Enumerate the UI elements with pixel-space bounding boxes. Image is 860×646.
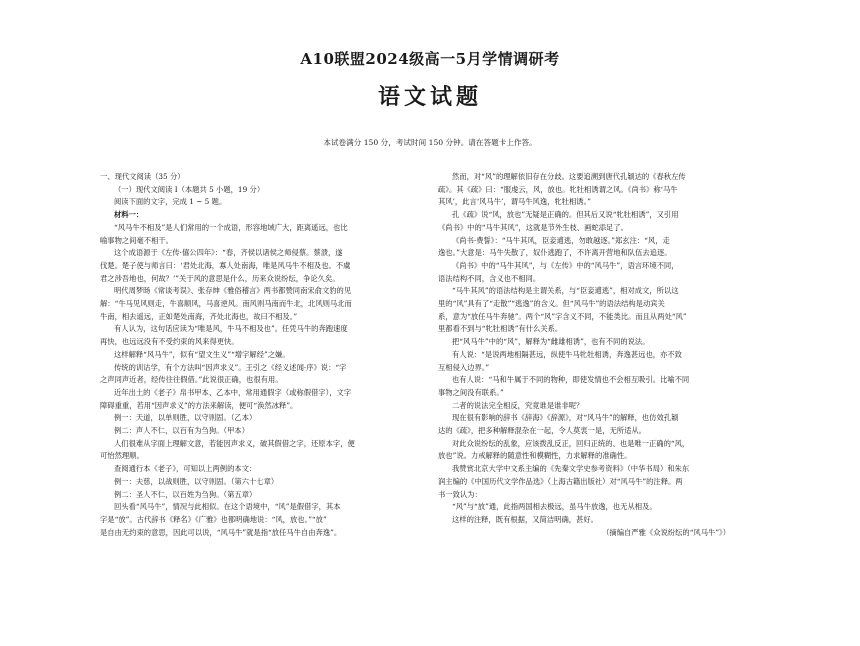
left-column xyxy=(100,171,420,539)
text-line: 我赞赏北京大学中文系主编的《先秦文学史参考资料》（中华书局）和朱东 xyxy=(452,464,690,474)
text-line: 明代周梦旸《常谈考误》、张存绅《雅俗稽言》两书都赞同南宋俞文豹的见 xyxy=(114,286,352,296)
text-line: 《尚书》中的“马牛其风”，这就是节外生枝、画蛇添足了。 xyxy=(438,222,628,232)
subsection-heading: （一）现代文阅读 Ⅰ（本题共 5 小题，19 分） xyxy=(114,184,265,194)
text-line: 然而，对“风”的理解依旧存在分歧。这要追溯到唐代孔颖达的《春秋左传 xyxy=(452,172,686,181)
text-line: 里的“风”具有了“走散”“逃逸”的含义。但“风马牛”的语法结构是动宾关 xyxy=(438,299,665,309)
text-line: 逸也。”大意是：马牛失散了，奴仆逃跑了，不许离开营地和队伍去追逐。 xyxy=(438,248,672,258)
text-line: 君之涉吾地也，何故？’”关于风的意思是什么，历来众说纷纭，争论久矣。 xyxy=(100,273,340,283)
text-line: 再快，也远远没有不受约束的风来得更快。 xyxy=(100,337,239,347)
instruction-line: 阅读下面的文字，完成 1 ~ 5 题。 xyxy=(114,197,227,207)
text-line: 有人说：“是说两地相隔甚远，纵使牛马牝牡相诱，奔逸甚远也，亦不致 xyxy=(452,349,682,359)
right-column xyxy=(438,171,758,539)
text-line: “风”与“放”通，此指两国相去极远，虽马牛放逸，也无从相及。 xyxy=(452,502,657,512)
text-line: 里都看不到与“牝牡相诱”有什么关系。 xyxy=(438,324,563,334)
text-line: 障碍重重，若用“因声求义”的方法来解读，便可“涣然冰释”。 xyxy=(100,400,298,410)
text-line: 有人认为，这句话应读为“唯是风，牛马不相及也”。任凭马牛的奔跑速度 xyxy=(114,324,348,334)
text-line: 二者的说法完全相反，究竟谁是谁非呢？ xyxy=(452,400,584,410)
text-line: 牛南，相去遥远，正如楚处南海，齐处北海也，故曰不相及。” xyxy=(100,311,298,321)
example-line: 例二：声人不仁，以百有为刍狗。（甲本） xyxy=(114,426,249,436)
text-line: 互相侵入边界。” xyxy=(438,362,490,372)
text-line: 解：“牛马见风则走，牛喜顺风，马喜逆风。南风则马南而牛北，北风则马北而 xyxy=(100,299,352,309)
text-line: 《尚书·费誓》：“马牛其风，臣妾逋逃，勿敢越逐。”郑玄注：“风，走 xyxy=(452,235,670,245)
text-line: 现在很有影响的辞书《辞海》《辞源》，对“风马牛”的解释，也仿效孔颖 xyxy=(452,413,679,423)
text-line: “风马牛不相及”是人们常用的一个成语，形容地域广大，距离遥远，也比 xyxy=(114,222,348,232)
text-line: 其风’，此言‘风马牛’，谓马牛风逸，牝牡相诱。” xyxy=(438,197,591,207)
example-line: 例一：天道，以单则胜，以守则固。（乙本） xyxy=(114,413,257,423)
text-line: 系，意为“放任马牛奔驰”。两个“风”字含义不同，不能类比。而且从两处“风” xyxy=(438,311,687,321)
text-line: 传统的训诂学，有个方法叫“因声求义”。王引之《经义述闻·序》说：“字 xyxy=(114,362,347,372)
text-line: 查阅通行本《老子》，可知以上两例的本文： xyxy=(114,464,257,474)
text-line: 润主编的《中国历代文学作品选》（上海古籍出版社）对“风马牛”的注释。两 xyxy=(438,476,683,486)
text-line: 回头看“风马牛”，情况与此相似。在这个语境中，“风”是假借字，其本 xyxy=(114,502,341,512)
text-line: 达的《疏》，把多种解释混杂在一起，令人莫衷一是，无所适从。 xyxy=(438,426,646,436)
text-line: 字是“放”。古代辞书《释名》《广雅》也都明确地说：“风，放也。”“放” xyxy=(100,514,327,524)
text-line: 伐楚。楚子使与师言曰：‘君处北海，寡人处南海，唯是风马牛不相及也。不虞 xyxy=(100,260,351,270)
section-heading: 一、现代文阅读（35 分） xyxy=(100,172,185,181)
text-line: 也有人说：“马和牛属于不同的物种，即使发情也不会相互吸引。比喻不同 xyxy=(452,375,690,385)
subject-title: 语文试题 xyxy=(377,84,482,110)
exam-title: A10联盟2024级高一5月学情调研考 xyxy=(300,50,560,68)
text-line: 孔《疏》说“风，放也”无疑是正确的。但其后又说“牝牡相诱”，又引用 xyxy=(452,210,679,220)
text-line: 书一致认为： xyxy=(438,489,482,499)
text-line: 近年出土的《老子》帛书甲本、乙本中，常用通假字（或称假借字），文字 xyxy=(114,387,352,397)
text-line: “马牛其风”的语法结构是主谓关系，与“臣妾逋逃”，相对成文，所以这 xyxy=(452,286,679,296)
exam-notice: 本试卷满分 150 分，考试时间 150 分钟。请在答题卡上作答。 xyxy=(323,138,537,147)
example-line: 例一：夫慈，以战则胜，以守则固。（第六十七章） xyxy=(114,476,279,486)
text-line: 这样的注释，既有根据，又简洁明确，甚好。 xyxy=(452,514,598,524)
text-line: 这个成语源于《左传·僖公四年》：“春，齐侯以诸侯之师侵蔡。蔡溃，遂 xyxy=(114,248,343,258)
source-citation: （摘编自严雅《众说纷纭的“风马牛”》） xyxy=(602,527,730,537)
text-line: 喻事物之间毫不相干。 xyxy=(100,235,173,245)
text-line: 是自由无约束的意思，因此可以说，“风马牛”就是指“放任马牛自由奔逸”。 xyxy=(100,527,342,537)
text-line: 把“风马牛”中的“风”，解释为“雌雄相诱”，也有不同的说法。 xyxy=(452,337,650,347)
text-line: 之声同声近者，经传往往假借。”此说很正确，也很有用。 xyxy=(100,375,283,385)
example-line: 例二：圣人不仁，以百姓为刍狗。（第五章） xyxy=(114,489,257,499)
material-label: 材料一： xyxy=(114,210,144,220)
text-line: 放也”说。力戒解释的随意性和模糊性，力求解释的准确性。 xyxy=(438,451,632,461)
text-line: 《尚书》中的“马牛其风”，与《左传》中的“风马牛”，语言环境不同， xyxy=(452,260,679,270)
text-line: 可怡然理顺。 xyxy=(100,451,144,461)
text-line: 疏》。其《疏》曰：“服虔云，风，放也。牝牡相诱谓之风。《尚书》称‘马牛 xyxy=(438,184,678,194)
text-line: 对此众说纷纭的乱象，应该拨乱反正，回归正统的、也是唯一正确的“风， xyxy=(452,438,690,448)
text-line: 事物之间没有联系。” xyxy=(438,387,504,397)
text-line: 人们很难从字面上理解文意，若能因声求义，破其假借之字，还原本字，便 xyxy=(114,438,355,448)
text-line: 语法结构不同，含义也不相同。 xyxy=(438,273,541,283)
text-line: 这样解释“风马牛”，似有“望文生义”“增字解经”之嫌。 xyxy=(114,349,290,359)
